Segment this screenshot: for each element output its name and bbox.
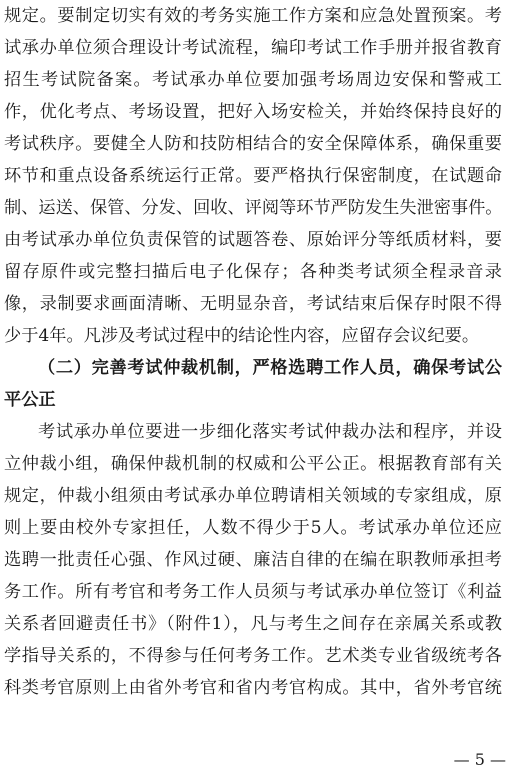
- text-line: 考试承办单位要进一步细化落实考试仲裁办法和程序，并设: [38, 422, 502, 442]
- text-line: 试承办单位须合理设计考试流程，编印考试工作手册并报省教育: [4, 38, 502, 58]
- text-line: 学指导关系的，不得参与任何考务工作。艺术类专业省级统考各: [4, 646, 502, 666]
- text-line: 规定。要制定切实有效的考务实施工作方案和应急处置预案。考: [4, 6, 502, 26]
- text-line: 少于4年。凡涉及考试过程中的结论性内容，应留存会议纪要。: [4, 326, 480, 346]
- text-line: 环节和重点设备系统运行正常。要严格执行保密制度，在试题命: [4, 166, 502, 186]
- text-line: 由考试承办单位负责保管的试题答卷、原始评分等纸质材料，要: [4, 230, 502, 250]
- text-line: 作，优化考点、考场设置，把好入场安检关，并始终保持良好的: [4, 102, 502, 122]
- text-line: 立仲裁小组，确保仲裁机制的权威和公平公正。根据教育部有关: [4, 454, 502, 474]
- text-line: 则上要由校外专家担任，人数不得少于5人。考试承办单位还应: [4, 518, 502, 538]
- text-line: 规定，仲裁小组须由考试承办单位聘请相关领域的专家组成，原: [4, 486, 502, 506]
- section-heading: （二）完善考试仲裁机制，严格选聘工作人员，确保考试公: [38, 358, 502, 378]
- text-line: 关系者回避责任书》（附件1），凡与考生之间存在亲属关系或教: [4, 614, 502, 634]
- text-line: 科类考官原则上由省外考官和省内考官构成。其中，省外考官统: [4, 678, 502, 698]
- text-line: 招生考试院备案。考试承办单位要加强考场周边安保和警戒工: [4, 70, 502, 90]
- text-line: 留存原件或完整扫描后电子化保存；各种类考试须全程录音录: [4, 262, 502, 282]
- page-number: — 5 —: [453, 750, 506, 769]
- section-heading-continuation: 平公正: [4, 390, 56, 410]
- text-line: 选聘一批责任心强、作风过硬、廉洁自律的在编在职教师承担考: [4, 550, 502, 570]
- text-line: 制、运送、保管、分发、回收、评阅等环节严防发生失泄密事件。: [4, 198, 502, 218]
- text-line: 考试秩序。要健全人防和技防相结合的安全保障体系，确保重要: [4, 134, 502, 154]
- text-line: 像，录制要求画面清晰、无明显杂音，考试结束后保存时限不得: [4, 294, 502, 314]
- text-line: 务工作。所有考官和考务工作人员须与考试承办单位签订《利益: [4, 582, 502, 602]
